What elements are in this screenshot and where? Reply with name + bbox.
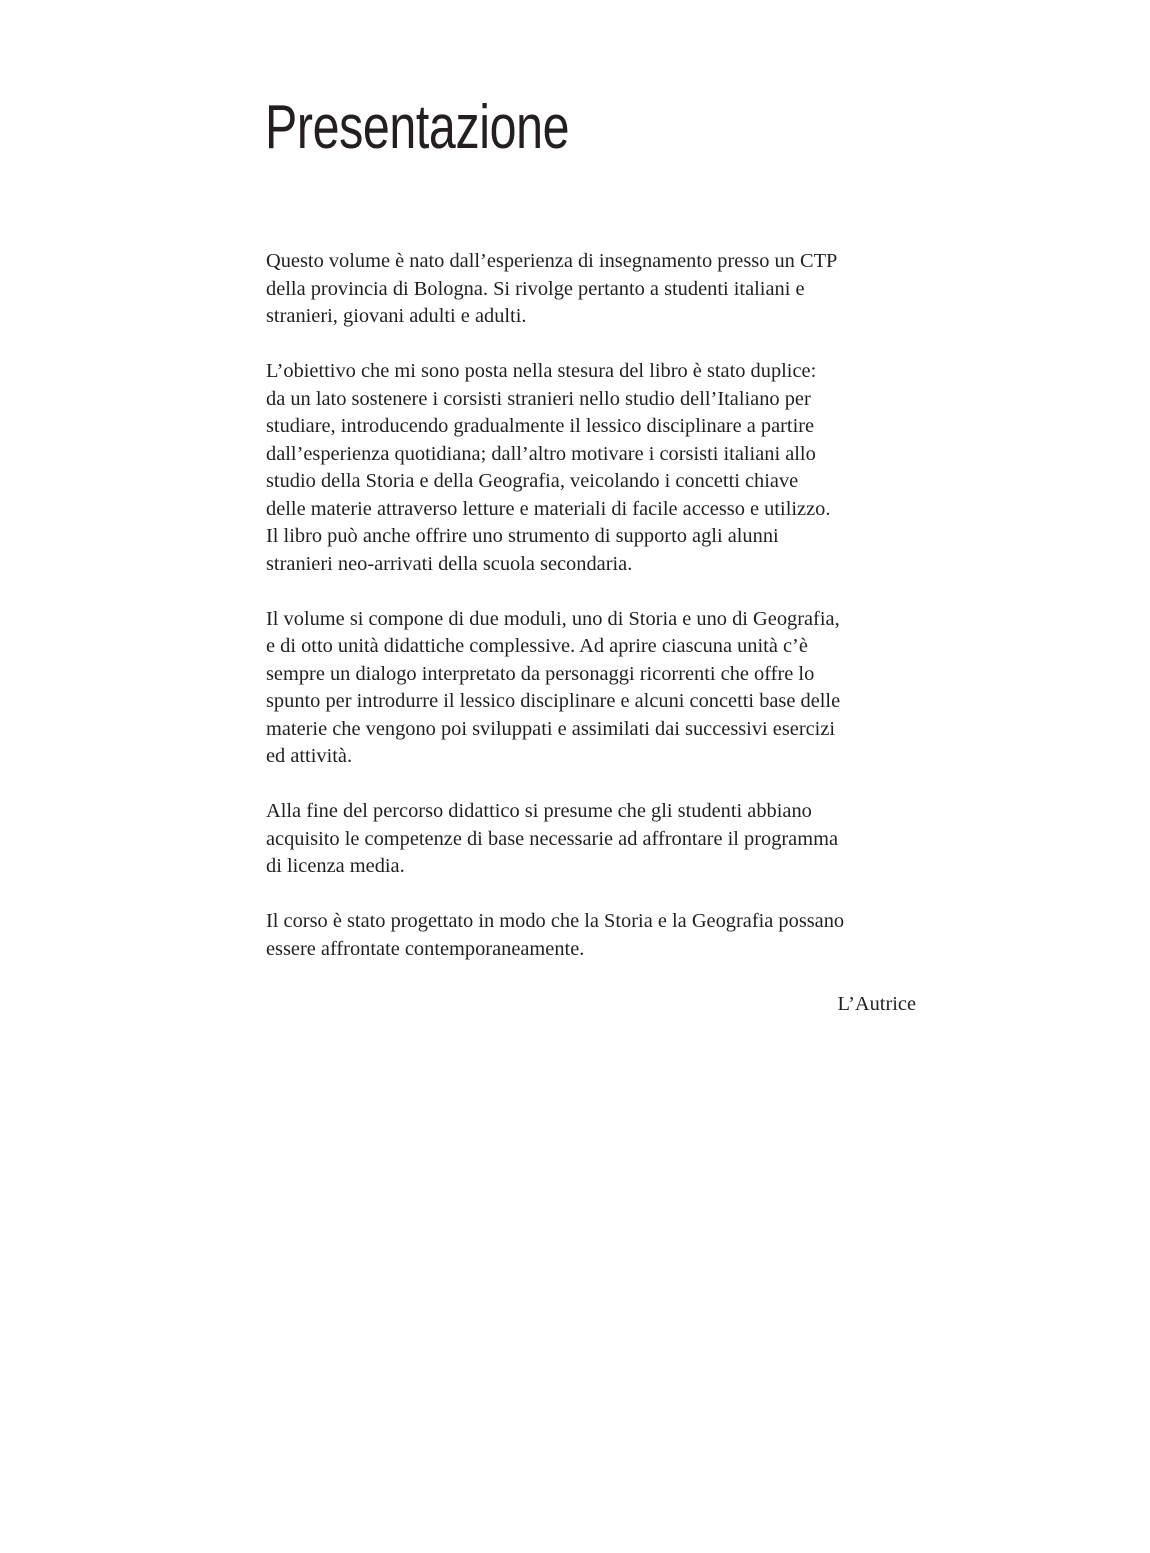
page-title: Presentazione — [265, 93, 570, 162]
text-line: ed attività. — [266, 745, 353, 767]
text-line: Questo volume è nato dall’esperienza di insegnamento presso un CTP — [266, 250, 838, 272]
text-line: studiare, introducendo gradualmente il lessico disciplinare a partire — [266, 415, 815, 437]
text-line: essere affrontate contemporaneamente. — [266, 937, 585, 960]
paragraph-structure — [266, 606, 926, 771]
text-line: di licenza media. — [266, 855, 405, 877]
text-line: studio della Storia e della Geografia, veicolando i concetti chiave — [266, 470, 799, 492]
text-line: da un lato sostenere i corsisti stranieri nello studio dell’Italiano per — [266, 387, 811, 410]
text-line: Alla fine del percorso didattico si presume che gli studenti abbiano — [266, 800, 812, 822]
author-signature: L’Autrice — [837, 992, 916, 1015]
text-line: Il volume si compone di due moduli, uno di Storia e uno di Geografia, — [266, 607, 840, 630]
paragraph-outcome — [266, 798, 926, 881]
text-line: e di otto unità didattiche complessive. Ad aprire ciascuna unità c’è — [266, 635, 808, 657]
text-line: stranieri neo-arrivati della scuola secondaria. — [266, 552, 633, 575]
text-line: delle materie attraverso letture e materiali di facile accesso e utilizzo. — [266, 497, 831, 520]
text-line: dall’esperienza quotidiana; dall’altro motivare i corsisti italiani allo — [266, 442, 816, 465]
text-line: stranieri, giovani adulti e adulti. — [266, 305, 527, 327]
text-line: sempre un dialogo interpretato da personaggi ricorrenti che offre lo — [266, 662, 815, 685]
text-line: L’obiettivo che mi sono posta nella stesura del libro è stato duplice: — [266, 360, 817, 382]
body-text — [266, 248, 926, 1018]
paragraph-intro — [266, 248, 926, 331]
paragraph-objective — [266, 358, 926, 578]
text-line: Il corso è stato progettato in modo che la Storia e la Geografia possano — [266, 910, 845, 932]
text-line: acquisito le competenze di base necessarie ad affrontare il programma — [266, 827, 839, 850]
text-line: della provincia di Bologna. Si rivolge pertanto a studenti italiani e — [266, 277, 805, 300]
text-line: materie che vengono poi sviluppati e assimilati dai successivi esercizi — [266, 717, 836, 740]
text-line: spunto per introdurre il lessico disciplinare e alcuni concetti base delle — [266, 690, 841, 712]
text-line: Il libro può anche offrire uno strumento di supporto agli alunni — [266, 525, 779, 547]
paragraph-course-design — [266, 908, 926, 963]
